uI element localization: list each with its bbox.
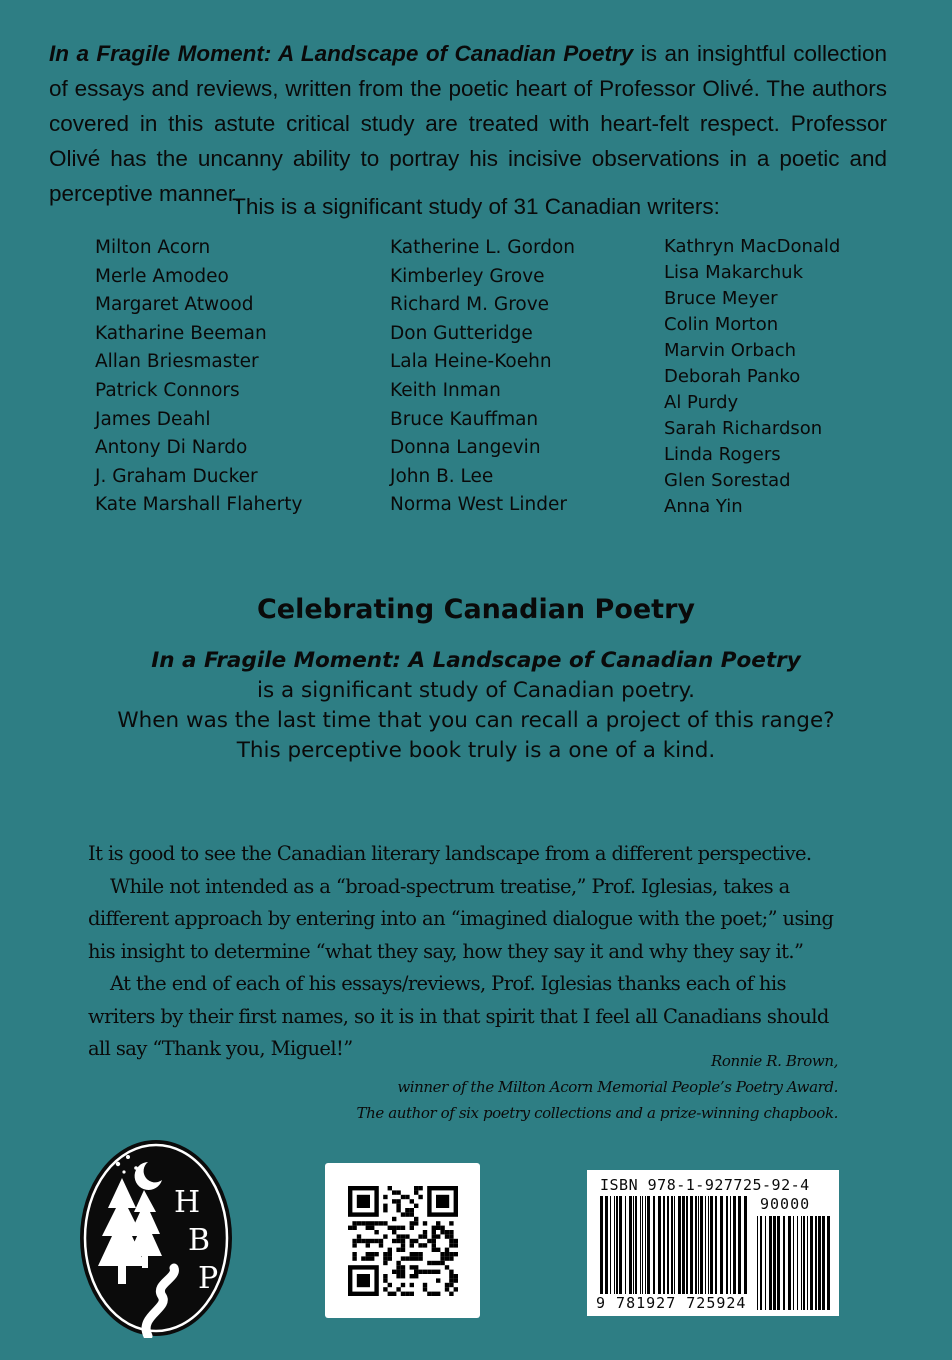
writer-name: Don Gutteridge bbox=[390, 322, 533, 344]
writer-name: Keith Inman bbox=[390, 379, 501, 401]
writer-name: Katherine L. Gordon bbox=[390, 237, 576, 258]
writers-column-3 bbox=[664, 234, 840, 520]
writers-column-2 bbox=[390, 234, 575, 520]
logo-letter-p: P bbox=[198, 1261, 219, 1296]
writer-name: Sarah Richardson bbox=[664, 418, 823, 439]
writer-name: Al Purdy bbox=[664, 392, 739, 413]
writer-name: Deborah Panko bbox=[664, 366, 801, 387]
intro-paragraph bbox=[49, 36, 887, 211]
writer-name: Merle Amodeo bbox=[95, 265, 229, 287]
qr-code-graphic bbox=[325, 1163, 480, 1318]
celebrating-heading: Celebrating Canadian Poetry bbox=[256, 594, 696, 625]
celebrating-body bbox=[0, 646, 952, 766]
publisher-logo bbox=[78, 1138, 234, 1338]
writer-name: James Deahl bbox=[95, 408, 211, 430]
review-signature bbox=[357, 1048, 839, 1126]
celebrating-line-1: is a significant study of Canadian poetry. bbox=[257, 678, 695, 703]
writer-name: Lala Heine-Koehn bbox=[390, 351, 552, 373]
writer-name: Linda Rogers bbox=[664, 444, 781, 465]
ean-number: 9 781927 725924 bbox=[596, 1294, 747, 1312]
writer-name: Katharine Beeman bbox=[95, 322, 267, 344]
qr-code bbox=[325, 1163, 480, 1318]
writer-name: J. Graham Ducker bbox=[95, 465, 258, 487]
writer-name: John B. Lee bbox=[390, 465, 494, 487]
writer-name: Marvin Orbach bbox=[664, 340, 797, 361]
writer-name: Milton Acorn bbox=[95, 237, 211, 258]
writer-name: Kimberley Grove bbox=[390, 265, 545, 287]
writer-name: Bruce Kauffman bbox=[390, 408, 539, 430]
review-paragraph-2: While not intended as a “broad-spectrum treatise,” Prof. Iglesias, takes a different approach by entering into an “imagined dialogue with the poet;” using his insight to determine “what they say, how they say it and why they say it.” bbox=[88, 874, 834, 963]
writers-lead: This is a significant study of 31 Canadian writers: bbox=[232, 194, 720, 219]
writer-name: Donna Langevin bbox=[390, 437, 541, 459]
writer-name: Norma West Linder bbox=[390, 494, 567, 516]
writer-name: Patrick Connors bbox=[95, 379, 240, 401]
writer-name: Lisa Makarchuk bbox=[664, 262, 803, 283]
writer-name: Margaret Atwood bbox=[95, 294, 254, 316]
signature-line-1: winner of the Milton Acorn Memorial People’s Poetry Award. bbox=[397, 1078, 838, 1096]
review-paragraph-1: It is good to see the Canadian literary landscape from a different perspective. bbox=[88, 842, 812, 865]
intro-text: is an insightful collection of essays and reviews, written from the poetic heart of Professor Olivé. The authors covered in this astute critical study are treated with heart-felt respect. Professor Olivé has the uncanny ability to portray his incisive observations in a poetic and perceptive manner. bbox=[49, 41, 888, 206]
logo-letter-b: B bbox=[188, 1223, 211, 1258]
writer-name: Antony Di Nardo bbox=[95, 437, 248, 459]
review-block bbox=[88, 838, 838, 1066]
writers-column-1 bbox=[95, 234, 302, 520]
writer-name: Allan Briesmaster bbox=[95, 351, 259, 373]
writer-name: Richard M. Grove bbox=[390, 294, 550, 316]
celebrating-line-3: This perceptive book truly is a one of a kind. bbox=[236, 738, 716, 763]
celebrating-book-title: In a Fragile Moment: A Landscape of Canadian Poetry bbox=[151, 648, 801, 673]
signature-line-2: The author of six poetry collections and a prize-winning chapbook. bbox=[356, 1104, 838, 1122]
writer-name: Bruce Meyer bbox=[664, 288, 778, 309]
celebrating-line-2: When was the last time that you can recall a project of this range? bbox=[117, 708, 835, 733]
writer-name: Colin Morton bbox=[664, 314, 779, 335]
writer-name: Kathryn MacDonald bbox=[664, 236, 841, 257]
isbn-text: ISBN 978-1-927725-92-4 bbox=[600, 1176, 810, 1194]
logo-letter-h: H bbox=[174, 1185, 201, 1220]
intro-book-title: In a Fragile Moment: A Landscape of Canadian Poetry bbox=[49, 41, 634, 66]
price-addon-number: 90000 bbox=[760, 1195, 811, 1213]
signature-name: Ronnie R. Brown, bbox=[710, 1052, 838, 1070]
writer-name: Anna Yin bbox=[664, 496, 743, 517]
writer-name: Glen Sorestad bbox=[664, 470, 791, 491]
review-paragraph-3: At the end of each of his essays/reviews, Prof. Iglesias thanks each of his writers by their first names, so it is in that spirit that I feel all Canadians should all say “Thank you, Miguel!” bbox=[88, 972, 829, 1060]
writer-name: Kate Marshall Flaherty bbox=[95, 494, 303, 516]
